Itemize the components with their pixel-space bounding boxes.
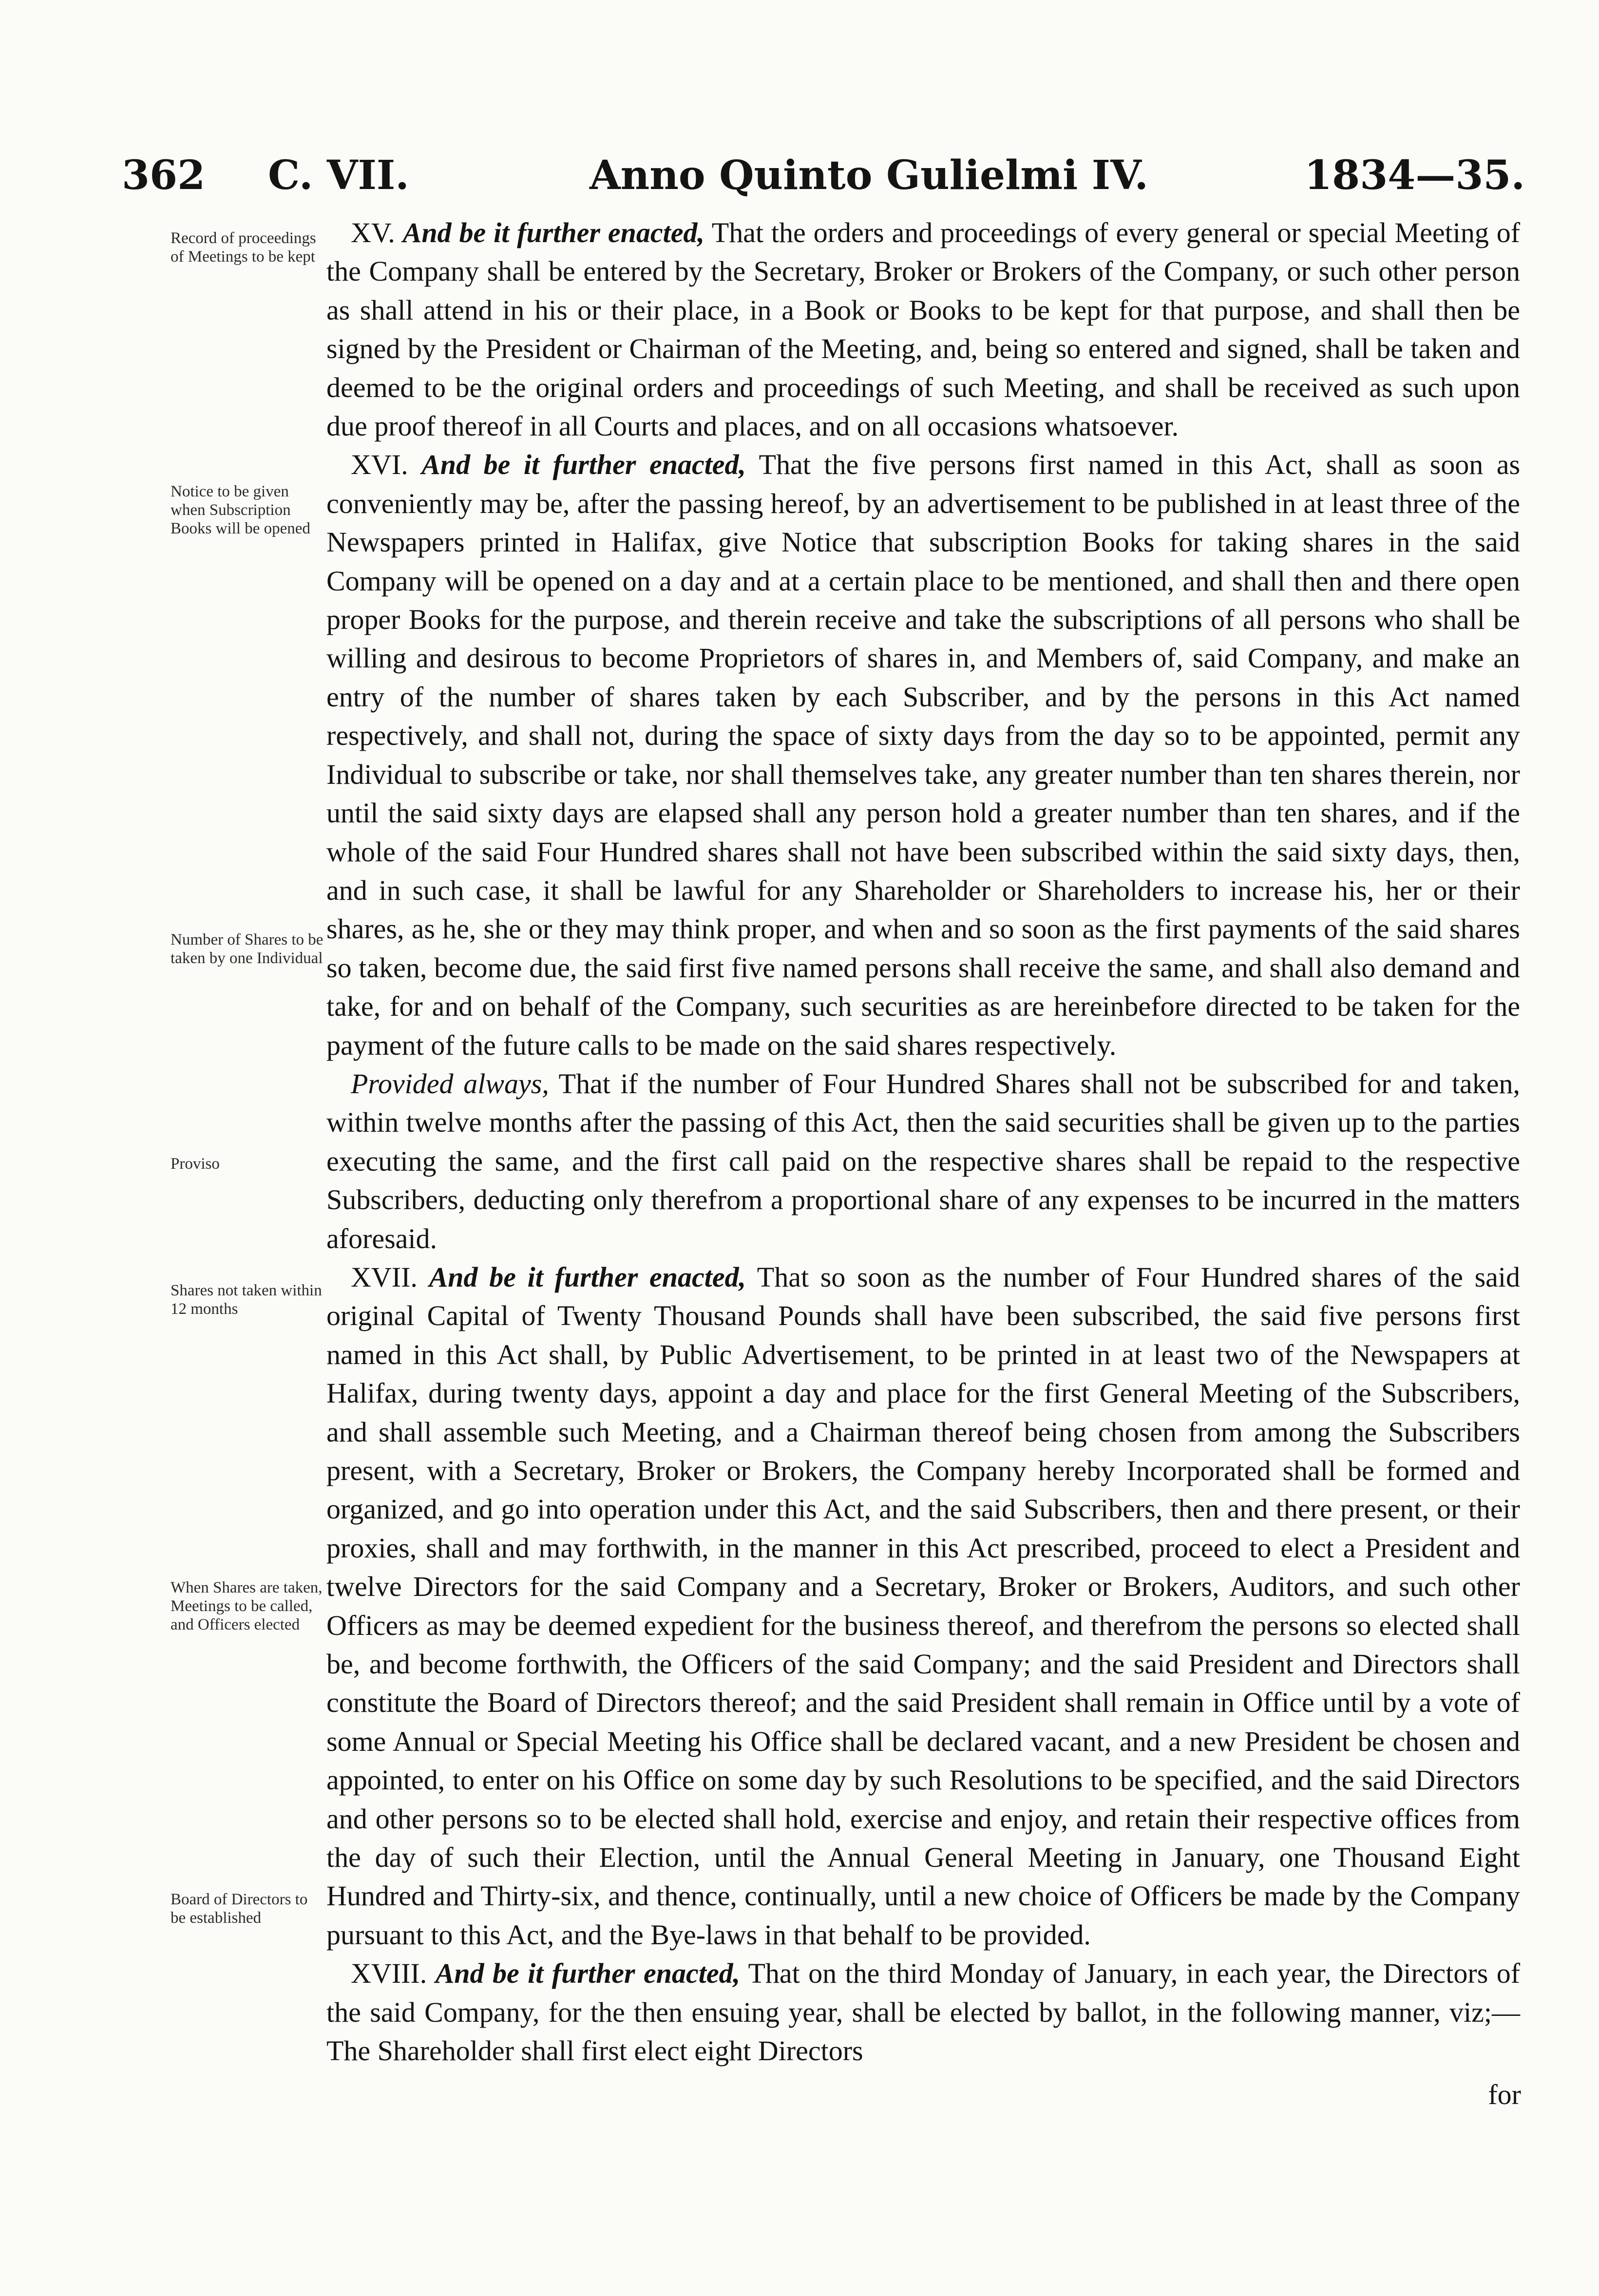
margin-note: Board of Directors to be established [171, 1891, 308, 1927]
running-title: Anno Quinto Gulielmi IV. [590, 152, 1148, 199]
section-xvi [326, 445, 1520, 1064]
section-text: That so soon as the number of Four Hundred shares of the said original Capital of Twenty Thousand Pounds shall have been subscribed, the said five persons first named in this Act shall, by Public Advertisement, to be printed in at least two of the Newspapers at Halifax, during twenty days, appoint a day and place for the first General Meeting of the Subscribers, and shall assemble such Meeting, and a Chairman thereof being chosen from among the Subscribers present, with a Secretary, Broker or Brokers, the Company hereby Incorporated shall be formed and organized, and go into operation under this Act, and the said Subscribers, then and there present, or their proxies, shall and may forthwith, in the manner in this Act prescribed, proceed to elect a President and twelve Directors for the said Company and a Secretary, Broker or Brokers, Auditors, and such other Officers as may be deemed expedient for the business thereof, and therefrom the persons so elected shall be, and become forthwith, the Officers of the said Company; and the said President and Directors shall constitute the Board of Directors thereof; and the said President shall remain in Office until by a vote of some Annual or Special Meeting his Office shall be declared vacant, and a new President be chosen and appointed, to enter on his Office on some day by such Resolutions to be specified, and the said Directors and other persons so to be elected shall hold, exercise and enjoy, and retain their respective offices from the day of such their Election, until the Annual General Meeting in January, one Thousand Eight Hundred and Thirty-six, and thence, continually, until a new choice of Officers be made by the Company pursuant to this Act, and the Bye-laws in that behalf to be provided. [326, 1261, 1521, 1951]
section-number: XVI. [351, 449, 408, 481]
page-number: 362 [122, 152, 206, 199]
section-text: That the five persons first named in this Act, shall as soon as conveniently may be, after the passing hereof, by an advertisement to be published in at least three of the Newspapers printed in Halifax, give Notice that subscription Books for taking shares in the said Company will be opened on a day and at a certain place to be mentioned, and shall then and there open proper Books for the purpose, and therein receive and take the subscriptions of all persons who shall be willing and desirous to become Proprietors of shares in, and Members of, said Company, and make an entry of the number of shares taken by each Subscriber, and by the persons in this Act named respectively, and shall not, during the space of sixty days from the day so to be appointed, permit any Individual to subscribe or take, nor shall themselves take, any greater number than ten shares therein, nor until the said sixty days are elapsed shall any person hold a greater number than ten shares, and if the whole of the said Four Hundred shares shall not have been subscribed within the said sixty days, then, and in such case, it shall be lawful for any Shareholder or Shareholders to increase his, her or their shares, as he, she or they may think proper, and when and so soon as the first payments of the said shares so taken, become due, the said first five named persons shall receive the same, and shall also demand and take, for and on behalf of the Company, such securities as are hereinbefore directed to be taken for the payment of the future calls to be made on the said shares respectively. [326, 449, 1521, 1061]
section-text: That the orders and proceedings of every general or special Meeting of the Company shall be entered by the Secretary, Broker or Brokers of the Company, or such other person as shall attend in his or their place, in a Book or Books to be kept for that purpose, and shall then be signed by the President or Chairman of the Meeting, and, being so entered and signed, shall be taken and deemed to be the original orders and proceedings of such Meeting, and shall be received as such upon due proof thereof in all Courts and places, and on all occasions whatsoever. [326, 217, 1521, 442]
body-text [326, 213, 1520, 2070]
section-xvii [326, 1258, 1520, 1954]
margin-note: Number of Shares to be taken by one Individual [171, 931, 324, 967]
margin-note: Record of proceedings of Meetings to be kept [171, 229, 316, 266]
enacting-clause: And be it further enacted, [429, 1261, 746, 1293]
margin-note: Shares not taken within 12 months [171, 1282, 322, 1318]
running-head [122, 146, 1525, 209]
margin-note: When Shares are taken, Meetings to be called, and Officers elected [171, 1579, 323, 1633]
section-xv [326, 213, 1520, 445]
chapter-label: C. VII. [268, 152, 409, 199]
section-number: XVII. [351, 1261, 418, 1293]
session-year: 1834—35. [1304, 152, 1525, 199]
enacting-clause: And be it further enacted, [435, 1957, 741, 1990]
catchword: for [1488, 2079, 1521, 2110]
proviso [326, 1064, 1520, 1258]
section-number: XV. [351, 217, 395, 248]
section-number: XVIII. [351, 1957, 427, 1990]
margin-note: Notice to be given when Subscription Books will be opened [171, 483, 310, 537]
section-text: That on the third Monday of January, in each year, the Directors of the said Company, for the then ensuing year, shall be elected by ballot, in the following manner, viz;—The Shareholder shall first elect eight Directors [326, 1957, 1521, 2067]
section-xviii [326, 1954, 1520, 2070]
enacting-clause: And be it further enacted, [402, 217, 704, 248]
margin-note: Proviso [171, 1155, 220, 1173]
enacting-clause: And be it further enacted, [421, 449, 746, 481]
proviso-text: That if the number of Four Hundred Shares shall not be subscribed for and taken, within twelve months after the passing of this Act, then the said securities shall be given up to the parties executing the same, and the first call paid on the respective shares shall be repaid to the respective Subscribers, deducting only therefrom a proportional share of any expenses to be incurred in the matters aforesaid. [326, 1067, 1521, 1254]
proviso-lead: Provided always, [351, 1067, 549, 1100]
